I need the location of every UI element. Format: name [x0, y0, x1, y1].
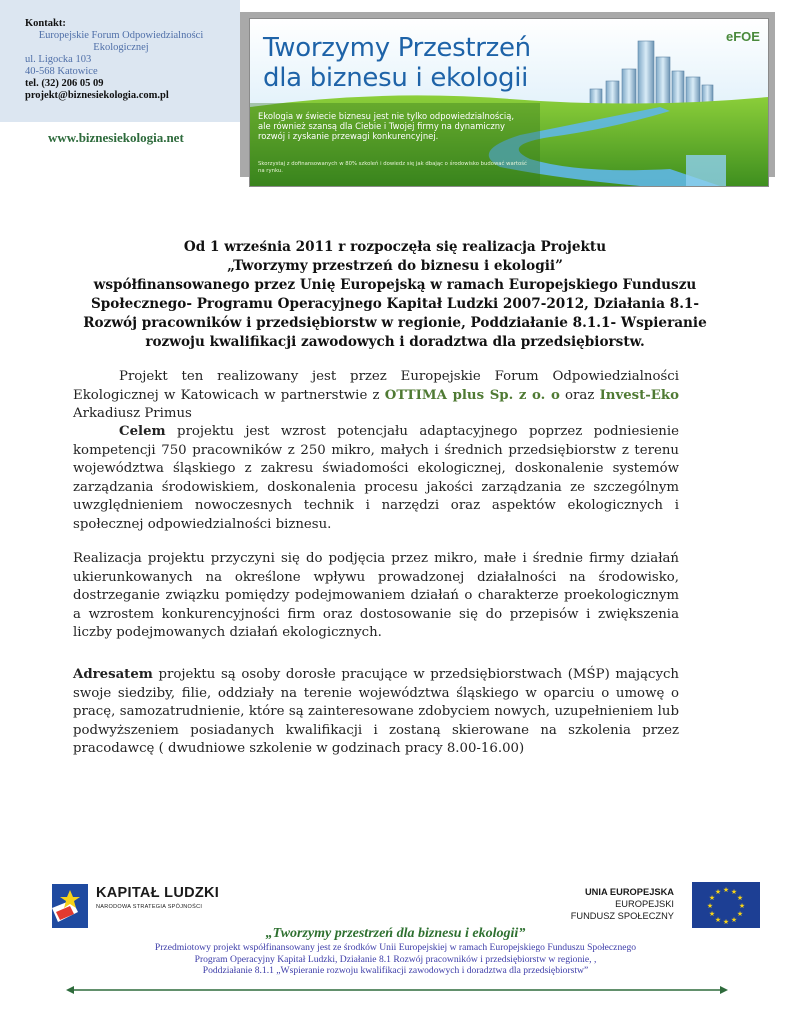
heading-line: Rozwój pracowników i przedsiębiorstw w regionie, Poddziałanie 8.1.1- Wspieranie — [83, 315, 707, 331]
svg-text:★: ★ — [714, 888, 722, 896]
svg-text:★: ★ — [736, 894, 744, 902]
goal-lead: Celem — [119, 424, 166, 439]
paragraph-text: oraz — [559, 387, 600, 403]
banner-small-print: Skorzystaj z dofinansowanych w 80% szkoleń i dowiedz się jak dbając o środowisko budować wartość na rynku. — [258, 161, 527, 174]
paragraph-goal — [73, 423, 679, 534]
eu-social-fund-logo — [566, 882, 762, 930]
eu-line1: UNIA EUROPEJSKA — [584, 887, 674, 897]
recipients-lead: Adresatem — [73, 667, 153, 682]
partner-ottima: OTTIMA plus Sp. z o. o — [384, 387, 560, 403]
paragraph-text: projektu są osoby dorosłe pracujące w przedsiębiorstwach (MŚP) mających swoje siedziby, filie, oddziały na terenie województwa śląskiego w oparciu o umowę o pracę, samozatrudnienie, które są zainteresowane zdobyciem nowych, uzupełnieniem lub podwyższeniem posiadanych kwalifikacji i zostaną skierowane na szkolenia przez pracodawcę ( dwudniowe szkolenie w godzinach pracy 8.00-16.00) — [73, 667, 679, 756]
kapital-ludzki-emblem-icon — [48, 882, 92, 930]
contact-panel — [0, 0, 240, 122]
svg-text:★: ★ — [738, 902, 746, 910]
footer-project-title: „Tworzymy przestrzeń dla biznesu i ekologii” — [265, 926, 526, 941]
svg-text:★: ★ — [730, 888, 738, 896]
contact-city: 40-568 Katowice — [25, 66, 98, 77]
kapital-ludzki-logo — [48, 882, 228, 932]
kapital-ludzki-subtitle: NARODOWA STRATEGIA SPÓJNOŚCI — [96, 904, 203, 910]
project-banner — [249, 18, 769, 187]
banner-title-line2: dla biznesu i ekologii — [263, 63, 529, 93]
contact-organization: Europejskie Forum Odpowiedzialności Ekologicznej — [38, 30, 204, 53]
eu-line2: EUROPEJSKI — [615, 899, 674, 909]
footer-funding-note — [100, 942, 691, 977]
paragraph-text: Projekt ten realizowany jest przez Europejskie Forum Odpowiedzialności Ekologicznej w Katowicach w partnerstwie z — [73, 369, 679, 403]
footer-line: Poddziałanie 8.1.1 „Wspieranie rozwoju kwalifikacji zawodowych i doradztwa dla przedsiębiorstw” — [202, 965, 589, 977]
partner-invest-eko: Invest-Eko — [599, 387, 680, 403]
svg-text:★: ★ — [714, 916, 722, 924]
eu-stars-icon — [692, 882, 760, 928]
website-link[interactable]: www.biznesiekologia.net — [48, 130, 184, 145]
contact-street: ul. Ligocka 103 — [25, 54, 92, 65]
footer-line: Przedmiotowy projekt współfinansowany jest ze środków Unii Europejskiej w ramach Europejskiego Funduszu Społecznego — [154, 942, 637, 953]
kapital-ludzki-name: KAPITAŁ LUDZKI — [96, 885, 220, 901]
eu-logo-text — [566, 886, 674, 922]
heading-line: Społecznego- Programu Operacyjnego Kapitał Ludzki 2007-2012, Działania 8.1- — [90, 296, 700, 312]
svg-text:★: ★ — [722, 886, 730, 894]
svg-text:★: ★ — [730, 916, 738, 924]
document-heading — [60, 238, 730, 352]
eu-flag-icon — [692, 882, 760, 928]
svg-text:★: ★ — [708, 894, 716, 902]
efoe-logo: eFOE — [726, 29, 760, 44]
banner-title-line1: Tworzymy Przestrzeń — [263, 33, 531, 63]
heading-line: Od 1 września 2011 r rozpoczęła się realizacja Projektu — [183, 239, 607, 255]
svg-text:★: ★ — [736, 910, 744, 918]
paragraph-text: Arkadiusz Primus — [73, 406, 192, 421]
heading-line: rozwoju kwalifikacji zawodowych i doradztwa dla przedsiębiorstw. — [145, 334, 645, 350]
contact-label: Kontakt: — [25, 18, 66, 29]
svg-text:★: ★ — [708, 910, 716, 918]
paragraph-text: Realizacja projektu przyczyni się do podjęcia przez mikro, małe i średnie firmy działań ukierunkowanych na określone wpływu prowadzonej działalności na środowisko, dostrzeganie związku pomiędzy podejmowaniem działań o charakterze proekologicznym a wzrostem konkurencyjności firm oraz dostosowanie się do przepisów i zwiększenia liczby podejmowanych działań ekologicznych. — [73, 551, 679, 640]
banner-tagline: Ekologia w świecie biznesu jest nie tylko odpowiedzialnością, ale również szansą dla Ciebie i Twojej firmy na dynamiczny rozwój i zyskanie przewagi konkurencyjnej. — [258, 111, 515, 141]
svg-text:★: ★ — [706, 902, 714, 910]
contact-phone: tel. (32) 206 05 09 — [25, 78, 104, 89]
eu-line3: FUNDUSZ SPOŁECZNY — [570, 911, 674, 921]
paragraph-recipients — [73, 666, 679, 759]
footer-line: Program Operacyjny Kapitał Ludzki, Działanie 8.1 Rozwój pracowników i przedsiębiorstw w regionie, , — [194, 953, 597, 965]
contact-email[interactable]: projekt@biznesiekologia.com.pl — [25, 90, 169, 101]
paragraph-realization — [73, 550, 679, 643]
paragraph-partnership — [73, 368, 679, 424]
heading-line: współfinansowanego przez Unię Europejską w ramach Europejskiego Funduszu — [93, 277, 697, 293]
footer-divider-arrow — [66, 986, 728, 994]
svg-text:★: ★ — [722, 918, 730, 926]
paragraph-text: projektu jest wzrost potencjału adaptacyjnego poprzez podniesienie kompetencji 750 pracowników z 250 mikro, małych i średnich przedsiębiorstw z terenu województwa śląskiego z zakresu świadomości ekologicznej, doskonalenie systemów zarządzania środowiskiem, doskonalenia procesu jakości zarządzania ze szczególnym uwzględnieniem nowoczesnych technik i narzędzi oraz aspektów ekologicznych i społecznej odpowiedzialności biznesu. — [73, 424, 679, 532]
banner-title — [263, 33, 531, 93]
heading-line: „Tworzymy przestrzeń do biznesu i ekologii” — [227, 258, 563, 274]
